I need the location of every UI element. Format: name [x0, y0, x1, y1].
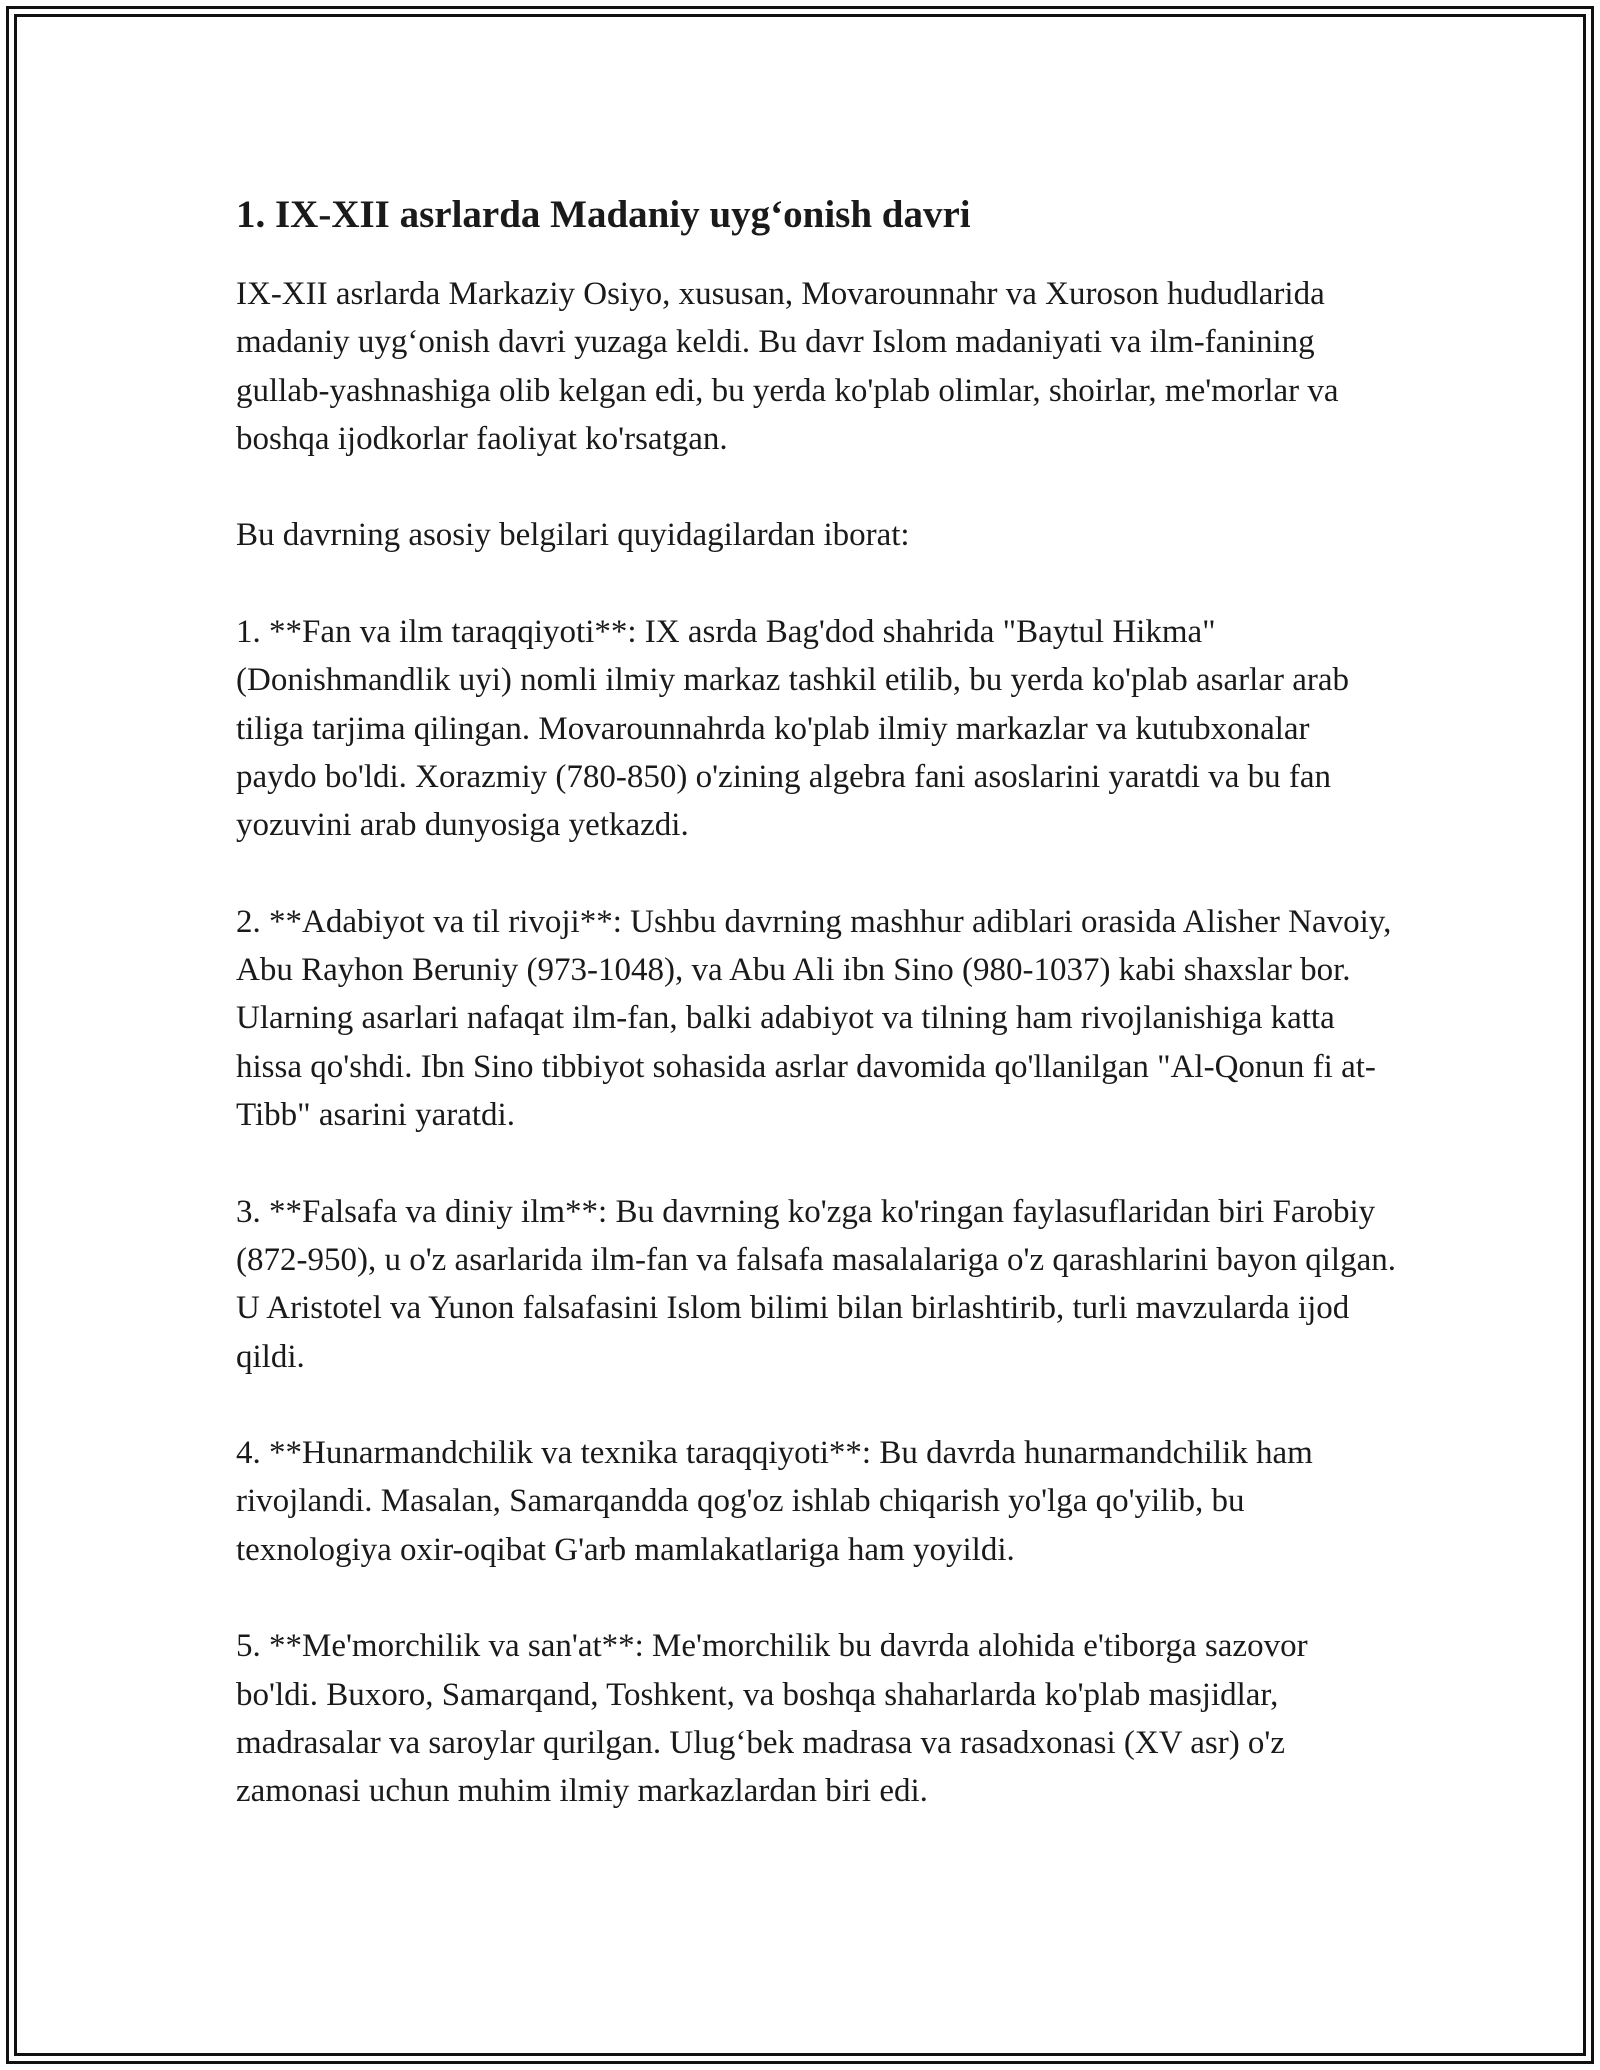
paragraph-item-literature: 2. **Adabiyot va til rivoji**: Ushbu davrning mashhur adiblari orasida Alisher Navoiy, Abu Rayhon Beruniy (973-1048), va Abu Ali ibn Sino (980-1037) kabi shaxslar bor. Ularning asarlari nafaqat ilm-fan, balki adabiyot va tilning ham rivojlanishiga katta hissa qo'shdi. Ibn Sino tibbiyot sohasida asrlar davomida qo'llanilgan "Al-Qonun fi at-Tibb" asarini yaratdi.	[236, 903, 1392, 1134]
paragraph-item-architecture: 5. **Me'morchilik va san'at**: Me'morchilik bu davrda alohida e'tiborga sazovor bo'ldi. Buxoro, Samarqand, Toshkent, va boshqa shaharlarda ko'plab masjidlar, madrasalar va saroylar qurilgan. Ulug‘bek madrasa va rasadxonasi (XV asr) o'z zamonasi uchun muhim ilmiy markazlardan biri edi.	[236, 1628, 1308, 1810]
paragraph-item-science: 1. **Fan va ilm taraqqiyoti**: IX asrda Bag'dod shahrida "Baytul Hikma" (Donishmandlik uyi) nomli ilmiy markaz tashkil etilib, bu yerda ko'plab asarlar arab tiliga tarjima qilingan. Movarounnahrda ko'plab ilmiy markazlar va kutubxonalar paydo bo'ldi. Xorazmiy (780-850) o'zining algebra fani asoslarini yaratdi va bu fan yozuvini arab dunyosiga yetkazdi.	[236, 614, 1349, 844]
paragraph-lead: Bu davrning asosiy belgilari quyidagilardan iborat:	[236, 517, 910, 554]
paragraph-intro: IX-XII asrlarda Markaziy Osiyo, xususan, Movarounnahr va Xuroson hududlarida madaniy uyg‘onish davri yuzaga keldi. Bu davr Islom madaniyati va ilm-fanining gullab-yashnashiga olib kelgan edi, bu yerda ko'plab olimlar, shoirlar, me'morlar va boshqa ijodkorlar faoliyat ko'rsatgan.	[236, 276, 1339, 457]
document-title: 1. IX-XII asrlarda Madaniy uyg‘onish davri	[236, 193, 971, 236]
paragraph-item-crafts: 4. **Hunarmandchilik va texnika taraqqiyoti**: Bu davrda hunarmandchilik ham rivojlandi. Masalan, Samarqandda qog'oz ishlab chiqarish yo'lga qo'yilib, bu texnologiya oxir-oqibat G'arb mamlakatlariga ham yoyildi.	[236, 1435, 1313, 1568]
paragraph-item-philosophy: 3. **Falsafa va diniy ilm**: Bu davrning ko'zga ko'ringan faylasuflaridan biri Farobiy (872-950), u o'z asarlarida ilm-fan va falsafa masalalariga o'z qarashlarini bayon qilgan. U Aristotel va Yunon falsafasini Islom bilimi bilan birlashtirib, turli mavzularda ijod qildi.	[236, 1193, 1396, 1375]
document-body	[236, 190, 1396, 1864]
